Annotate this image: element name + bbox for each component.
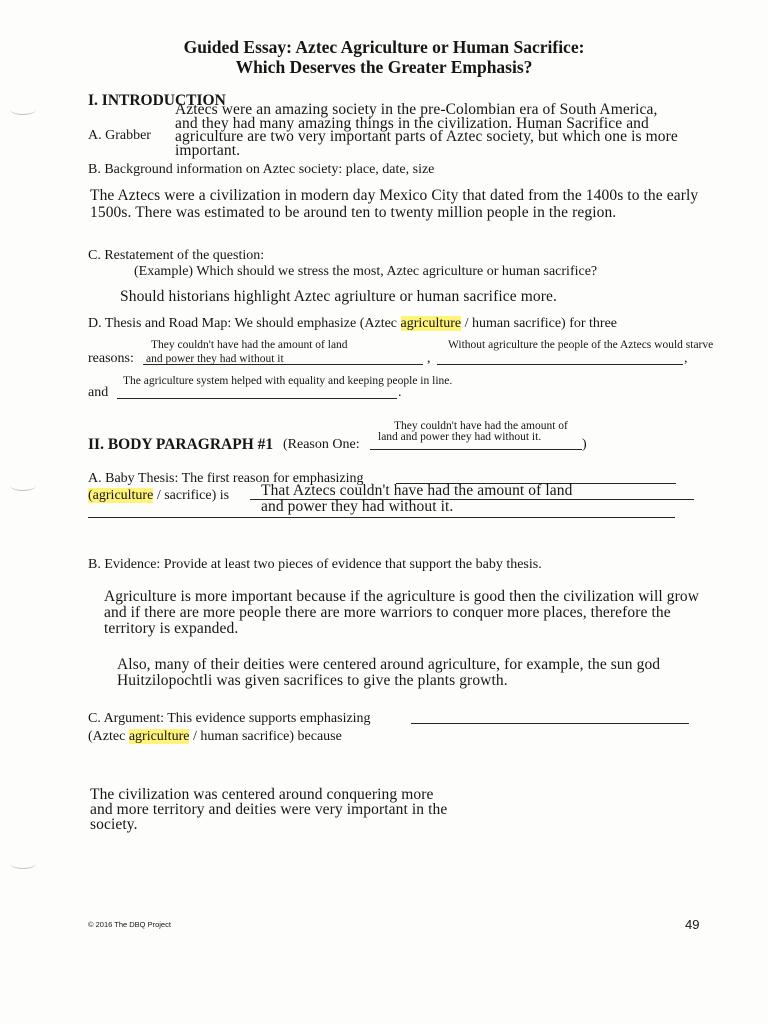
- evidence-2-line: Also, many of their deities were centered around agriculture, for example, the sun god: [117, 656, 661, 673]
- argument-underline: [411, 723, 689, 724]
- evidence-1-line: territory is expanded.: [104, 620, 239, 637]
- reason-one-label: (Reason One:: [283, 437, 360, 452]
- argument-line: society.: [90, 816, 138, 833]
- reason-one-underline: [370, 449, 582, 450]
- evidence-1-line: and if there are more people there are more warriors to conquer more places, therefore the: [104, 604, 671, 621]
- argument-label: C. Argument: This evidence supports emphasizing: [88, 711, 371, 726]
- punch-hole-bottom: [10, 858, 36, 869]
- evidence-2: [117, 657, 660, 689]
- grabber-line: important.: [175, 141, 241, 159]
- reason-one-bottom: land and power they had without it.: [378, 431, 542, 443]
- grabber-label: A. Grabber: [88, 128, 151, 143]
- background-line: 1500s. There was estimated to be around ten to twenty million people in the region.: [90, 204, 617, 221]
- baby-thesis-text-1: That Aztecs couldn't have had the amount of land: [261, 482, 573, 499]
- body1-heading: II. BODY PARAGRAPH #1: [88, 436, 274, 453]
- baby-suffix: / sacrifice) is: [153, 488, 230, 503]
- evidence-1-line: Agriculture is more important because if the agriculture is good then the civilization will grow: [104, 588, 699, 605]
- baby-thesis-choice: [88, 488, 229, 504]
- baby-highlight: agriculture: [92, 488, 154, 503]
- restatement-example: (Example) Which should we stress the most, Aztec agriculture or human sacrifice?: [134, 264, 598, 279]
- grabber-text: [175, 103, 678, 157]
- reason-2-text: Without agriculture the people of the Aztecs would starve: [448, 339, 714, 351]
- argument-line: The civilization was centered around conquering more: [90, 786, 434, 803]
- background-label: B. Background information on Aztec society: place, date, size: [88, 162, 435, 177]
- reason-one-close: ): [582, 437, 587, 452]
- reason-one-top: They couldn't have had the amount of: [394, 420, 568, 432]
- argument-choice: [88, 729, 342, 745]
- copyright: © 2016 The DBQ Project: [88, 920, 171, 929]
- intro-heading: I. INTRODUCTION: [88, 92, 226, 109]
- punch-hole-top: [10, 104, 36, 115]
- reason-2-underline: [437, 364, 683, 365]
- reasons-label: reasons:: [88, 351, 134, 366]
- reason-3-text: The agriculture system helped with equality and keeping people in line.: [123, 375, 453, 387]
- argument-prefix: (Aztec: [88, 729, 129, 744]
- baby-thesis-underline-3: [88, 517, 675, 518]
- baby-thesis-label: A. Baby Thesis: The first reason for emphasizing: [88, 471, 364, 486]
- reason-period: .: [398, 385, 402, 400]
- argument-suffix: / human sacrifice) because: [189, 729, 342, 744]
- punch-hole-middle: [10, 480, 36, 491]
- reason-comma-2: ,: [684, 351, 688, 366]
- reason-1-bottom: and power they had without it: [146, 353, 284, 365]
- title-line-2: Which Deserves the Greater Emphasis?: [235, 57, 533, 77]
- evidence-1: [104, 589, 699, 637]
- evidence-2-line: Huitzilopochtli was given sacrifices to give the plants growth.: [117, 672, 508, 689]
- reason-1-underline: [143, 364, 423, 365]
- page-number: 49: [685, 917, 700, 932]
- thesis-highlight: agriculture: [400, 316, 462, 331]
- reason-3-underline: [117, 398, 397, 399]
- grabber-line: and they had many amazing things in the civilization. Human Sacrifice and: [175, 114, 649, 132]
- reason-comma-1: ,: [427, 351, 431, 366]
- argument-highlight: agriculture: [128, 729, 190, 744]
- grabber-line: agriculture are two very important parts of Aztec society, but which one is more: [175, 128, 678, 145]
- thesis-line: [88, 316, 617, 332]
- grabber-line: Aztecs were an amazing society in the pre-Colombian era of South America,: [175, 101, 658, 118]
- title-line-1: Guided Essay: Aztec Agriculture or Human Sacrifice:: [183, 37, 585, 57]
- reason-1-top: They couldn't have had the amount of land: [151, 339, 348, 351]
- and-label: and: [88, 385, 109, 400]
- argument-text: [90, 787, 447, 832]
- baby-thesis-text-2: and power they had without it.: [261, 498, 454, 515]
- thesis-suffix: / human sacrifice) for three: [461, 316, 618, 331]
- background-text: [90, 187, 698, 221]
- restatement-label: C. Restatement of the question:: [88, 248, 265, 263]
- thesis-prefix: D. Thesis and Road Map: We should emphasize (Aztec: [88, 316, 401, 331]
- baby-paren-open: (: [88, 488, 93, 503]
- restatement-text: Should historians highlight Aztec agriulture or human sacrifice more.: [120, 288, 557, 305]
- argument-line: and more territory and deities were very important in the: [90, 801, 448, 818]
- background-line: The Aztecs were a civilization in modern day Mexico City that dated from the 1400s to the early: [90, 187, 699, 204]
- evidence-label: B. Evidence: Provide at least two pieces of evidence that support the baby thesis.: [88, 557, 542, 572]
